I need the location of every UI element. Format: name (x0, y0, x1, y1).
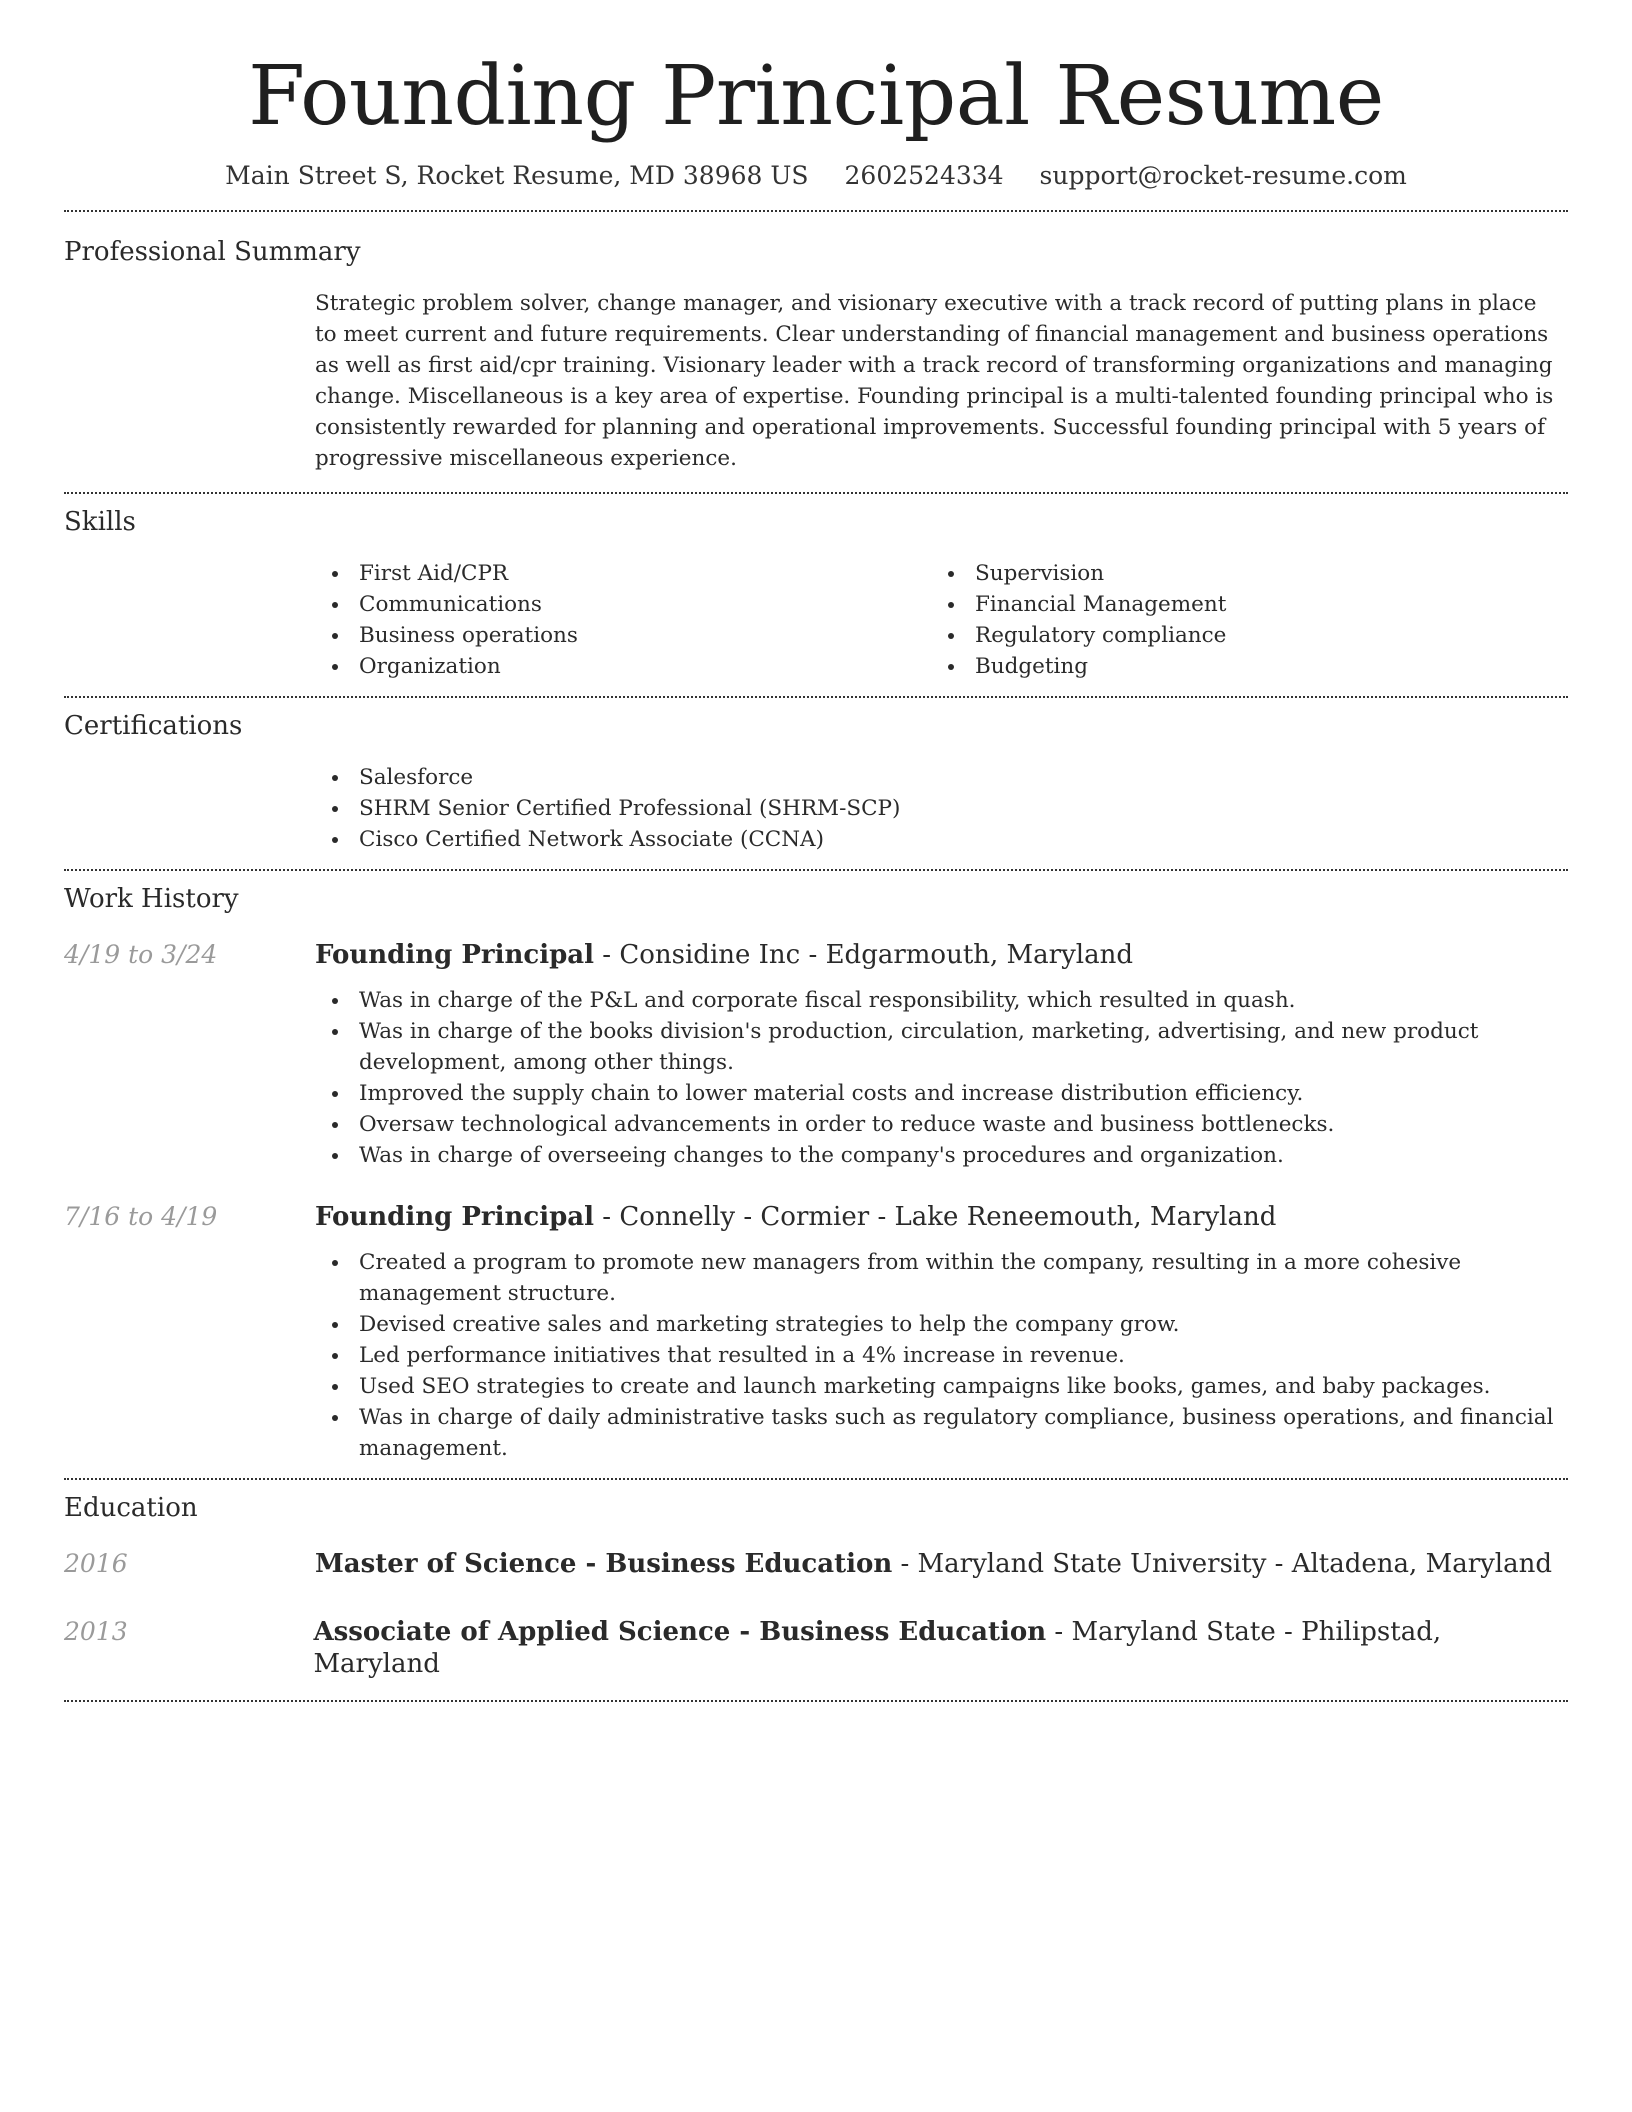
certifications-section (64, 710, 1568, 855)
summary-text: Strategic problem solver, change manager, and visionary executive with a track record of putting plans in place to meet current and future requirements. Clear understanding of financial management and business operations as well as first aid/cpr training. Visionary leader with a track record of transforming organizations and managing change. Miscellaneous is a key area of expertise. Founding principal is a multi-talented founding principal who is consistently rewarded for planning and operational improvements. Successful founding principal with 5 years of progressive miscellaneous experience. (315, 291, 1554, 471)
education-title (313, 1616, 1568, 1680)
job-role: Founding Principal (315, 940, 595, 970)
education-sep: - (1274, 1549, 1292, 1579)
education-year: 2013 (64, 1617, 128, 1646)
education-degree: Associate of Applied Science - Business Education (313, 1617, 1047, 1647)
section-divider (64, 696, 1568, 698)
job-bullet: Was in charge of overseeing changes to the company's procedures and organization. (315, 1140, 1568, 1171)
summary-section (64, 236, 1568, 474)
job-bullet: Was in charge of the books division's production, circulation, marketing, advertising, and new product development, among other things. (315, 1016, 1568, 1078)
education-entry (64, 1548, 1568, 1580)
section-divider (64, 492, 1568, 494)
job-dates: 4/19 to 3/24 (64, 940, 218, 969)
skill-item: Business operations (315, 620, 931, 651)
work-history-section (64, 883, 1568, 1464)
education-sep: - (900, 1549, 918, 1579)
contact-phone: 2602524334 (844, 161, 1004, 190)
skills-list-left (315, 558, 931, 682)
education-year: 2016 (64, 1549, 128, 1578)
job-sep: - (877, 1202, 895, 1232)
education-location: Philipstad, Maryland (313, 1617, 1442, 1679)
section-divider (64, 869, 1568, 871)
job-sep: - (808, 940, 826, 970)
certifications-list (315, 762, 1568, 855)
job-role: Founding Principal (315, 1202, 595, 1232)
section-title-skills: Skills (64, 507, 136, 537)
job-bullet: Led performance initiatives that resulted in a 4% increase in revenue. (315, 1340, 1568, 1371)
education-school: Maryland State University (917, 1549, 1267, 1579)
job-location: Lake Reneemouth, Maryland (894, 1202, 1277, 1232)
education-school: Maryland State (1071, 1617, 1276, 1647)
certification-item: Salesforce (315, 762, 1568, 793)
job-company: Connelly - Cormier (619, 1202, 870, 1232)
education-degree: Master of Science - Business Education (315, 1549, 893, 1579)
section-title-summary: Professional Summary (64, 237, 361, 267)
job-title (315, 1201, 1568, 1233)
section-title-certifications: Certifications (64, 711, 243, 741)
section-divider (64, 1700, 1568, 1702)
education-entry (64, 1616, 1568, 1680)
skill-item: Communications (315, 589, 931, 620)
job-bullet: Used SEO strategies to create and launch marketing campaigns like books, games, and baby packages. (315, 1371, 1568, 1402)
certification-item: SHRM Senior Certified Professional (SHRM-SCP) (315, 793, 1568, 824)
job-bullet: Devised creative sales and marketing strategies to help the company grow. (315, 1309, 1568, 1340)
job-entry (64, 939, 1568, 1171)
job-dates: 7/16 to 4/19 (64, 1202, 218, 1231)
job-entry (64, 1201, 1568, 1464)
certification-item: Cisco Certified Network Associate (CCNA) (315, 824, 1568, 855)
job-location: Edgarmouth, Maryland (825, 940, 1133, 970)
resume-name: Founding Principal Resume (248, 49, 1384, 144)
job-sep: - (602, 1202, 620, 1232)
job-sep: - (602, 940, 620, 970)
contact-line (64, 158, 1568, 210)
section-divider (64, 1478, 1568, 1480)
education-sep: - (1284, 1617, 1302, 1647)
section-title-education: Education (64, 1493, 198, 1523)
job-bullets (315, 1247, 1568, 1464)
job-bullets (315, 985, 1568, 1171)
contact-address: Main Street S, Rocket Resume, MD 38968 US (225, 161, 809, 190)
section-divider (64, 210, 1568, 212)
skill-item: Organization (315, 651, 931, 682)
skill-item: Financial Management (931, 589, 1547, 620)
job-title (315, 939, 1568, 971)
education-sep: - (1054, 1617, 1072, 1647)
section-title-work: Work History (64, 884, 239, 914)
education-location: Altadena, Maryland (1291, 1549, 1553, 1579)
education-title (315, 1548, 1552, 1580)
skill-item: Supervision (931, 558, 1547, 589)
job-bullet: Was in charge of the P&L and corporate fiscal responsibility, which resulted in quash. (315, 985, 1568, 1016)
job-bullet: Oversaw technological advancements in order to reduce waste and business bottlenecks. (315, 1109, 1568, 1140)
education-section (64, 1492, 1568, 1680)
skills-list-right (931, 558, 1547, 682)
skill-item: Budgeting (931, 651, 1547, 682)
skill-item: First Aid/CPR (315, 558, 931, 589)
contact-email: support@rocket-resume.com (1039, 161, 1407, 190)
skill-item: Regulatory compliance (931, 620, 1547, 651)
job-bullet: Improved the supply chain to lower material costs and increase distribution efficiency. (315, 1078, 1568, 1109)
job-bullet: Was in charge of daily administrative tasks such as regulatory compliance, business operations, and financial management. (315, 1402, 1568, 1464)
job-company: Considine Inc (619, 940, 801, 970)
skills-section (64, 506, 1568, 682)
job-bullet: Created a program to promote new managers from within the company, resulting in a more cohesive management structure. (315, 1247, 1568, 1309)
